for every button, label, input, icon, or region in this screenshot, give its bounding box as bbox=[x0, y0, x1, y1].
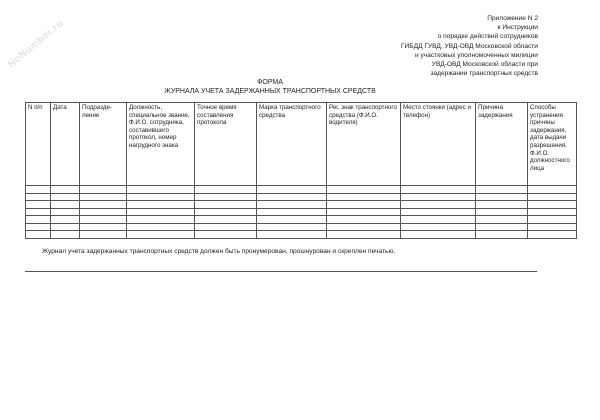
table-cell bbox=[51, 223, 80, 231]
table-row bbox=[26, 186, 577, 194]
table-cell bbox=[476, 201, 528, 209]
column-header: Способы устранения причины задержания, дата выдачи разрешения, Ф.И.О. должностного лица bbox=[528, 103, 577, 186]
table-cell bbox=[528, 216, 577, 224]
appendix-line: Приложение N 2 bbox=[487, 15, 538, 22]
appendix-line: задержании транспортных средств bbox=[430, 70, 538, 78]
table-cell bbox=[80, 223, 127, 231]
table-cell bbox=[80, 186, 127, 194]
appendix-line: о порядке действий сотрудников bbox=[437, 33, 538, 41]
table-row bbox=[26, 208, 577, 216]
table-cell bbox=[26, 216, 51, 224]
table-cell bbox=[51, 208, 80, 216]
appendix-line: и участковых уполномоченных милиции bbox=[415, 51, 538, 59]
table-cell bbox=[51, 216, 80, 224]
table-cell bbox=[127, 223, 195, 231]
table-cell bbox=[26, 201, 51, 209]
table-cell bbox=[327, 201, 401, 209]
table-cell bbox=[195, 193, 257, 201]
table-cell bbox=[51, 193, 80, 201]
table-cell bbox=[401, 223, 476, 231]
table-cell bbox=[476, 223, 528, 231]
table-cell bbox=[26, 231, 51, 239]
table-cell bbox=[528, 193, 577, 201]
table-cell bbox=[327, 208, 401, 216]
table-cell bbox=[127, 208, 195, 216]
column-header: Рег. знак транспортного средства (Ф.И.О. водителя) bbox=[327, 103, 401, 186]
table-cell bbox=[127, 186, 195, 194]
table-cell bbox=[127, 201, 195, 209]
column-header: N п/п bbox=[26, 103, 51, 186]
table-cell bbox=[401, 186, 476, 194]
table-cell bbox=[327, 216, 401, 224]
table-cell bbox=[80, 208, 127, 216]
column-header: Подразде- ление bbox=[80, 103, 127, 186]
table-cell bbox=[476, 186, 528, 194]
table-cell bbox=[51, 186, 80, 194]
table-cell bbox=[195, 201, 257, 209]
table-cell bbox=[327, 186, 401, 194]
table-cell bbox=[195, 231, 257, 239]
table-cell bbox=[528, 201, 577, 209]
table-cell bbox=[257, 193, 327, 201]
table-cell bbox=[195, 186, 257, 194]
table-cell bbox=[327, 193, 401, 201]
table-cell bbox=[528, 223, 577, 231]
table-row bbox=[26, 223, 577, 231]
table-cell bbox=[257, 208, 327, 216]
table-cell bbox=[401, 216, 476, 224]
appendix-line: к Инструкции bbox=[497, 24, 538, 32]
column-header: Должность, специальное звание, Ф.И.О. сотрудника, составившего протокол, номер нагрудного знака bbox=[127, 103, 195, 186]
column-header: Дата bbox=[51, 103, 80, 186]
table-cell bbox=[257, 216, 327, 224]
table-cell bbox=[26, 208, 51, 216]
table-cell bbox=[80, 201, 127, 209]
table-cell bbox=[80, 193, 127, 201]
table-cell bbox=[327, 231, 401, 239]
table-row bbox=[26, 201, 577, 209]
table-cell bbox=[257, 231, 327, 239]
table-cell bbox=[528, 186, 577, 194]
table-cell bbox=[80, 216, 127, 224]
table-cell bbox=[401, 231, 476, 239]
column-header: Точное время составления протокола bbox=[195, 103, 257, 186]
table-row bbox=[26, 231, 577, 239]
table-cell bbox=[26, 223, 51, 231]
table-cell bbox=[327, 223, 401, 231]
form-title-line2: ЖУРНАЛА УЧЕТА ЗАДЕРЖАННЫХ ТРАНСПОРТНЫХ СРЕДСТВ bbox=[164, 87, 376, 95]
table-cell bbox=[257, 223, 327, 231]
table-cell bbox=[476, 208, 528, 216]
form-title-line1: ФОРМА bbox=[257, 79, 283, 86]
table-cell bbox=[195, 223, 257, 231]
table-cell bbox=[127, 216, 195, 224]
table-row bbox=[26, 193, 577, 201]
appendix-line: УВД-ОВД Московской области при bbox=[431, 61, 538, 69]
table-cell bbox=[476, 216, 528, 224]
table-cell bbox=[476, 231, 528, 239]
watermark: NoNumber.ru bbox=[6, 17, 66, 71]
table-cell bbox=[195, 216, 257, 224]
footnote: Журнал учета задержанных транспортных средств должен быть пронумерован, прошнурован и скреплен печатью. bbox=[42, 248, 396, 255]
table-cell bbox=[26, 186, 51, 194]
table-cell bbox=[257, 186, 327, 194]
column-header: Причина задержания bbox=[476, 103, 528, 186]
journal-table bbox=[25, 102, 577, 239]
table-cell bbox=[26, 193, 51, 201]
table-cell bbox=[51, 201, 80, 209]
table-cell bbox=[476, 193, 528, 201]
table-cell bbox=[195, 208, 257, 216]
table-cell bbox=[401, 201, 476, 209]
table-cell bbox=[127, 231, 195, 239]
table-cell bbox=[257, 201, 327, 209]
column-header: Марка транспортного средства bbox=[257, 103, 327, 186]
table-header-row bbox=[26, 103, 577, 186]
table-cell bbox=[401, 208, 476, 216]
divider-line bbox=[25, 271, 537, 272]
table-cell bbox=[127, 193, 195, 201]
table-cell bbox=[51, 231, 80, 239]
table-cell bbox=[401, 193, 476, 201]
table-cell bbox=[80, 231, 127, 239]
table-cell bbox=[528, 208, 577, 216]
appendix-header bbox=[401, 14, 538, 78]
form-title bbox=[0, 79, 540, 96]
table-cell bbox=[528, 231, 577, 239]
column-header: Место стоянки (адрес и телефон) bbox=[401, 103, 476, 186]
appendix-line: ГИБДД ГУВД, УВД-ОВД Московской области bbox=[400, 42, 538, 50]
table-row bbox=[26, 216, 577, 224]
